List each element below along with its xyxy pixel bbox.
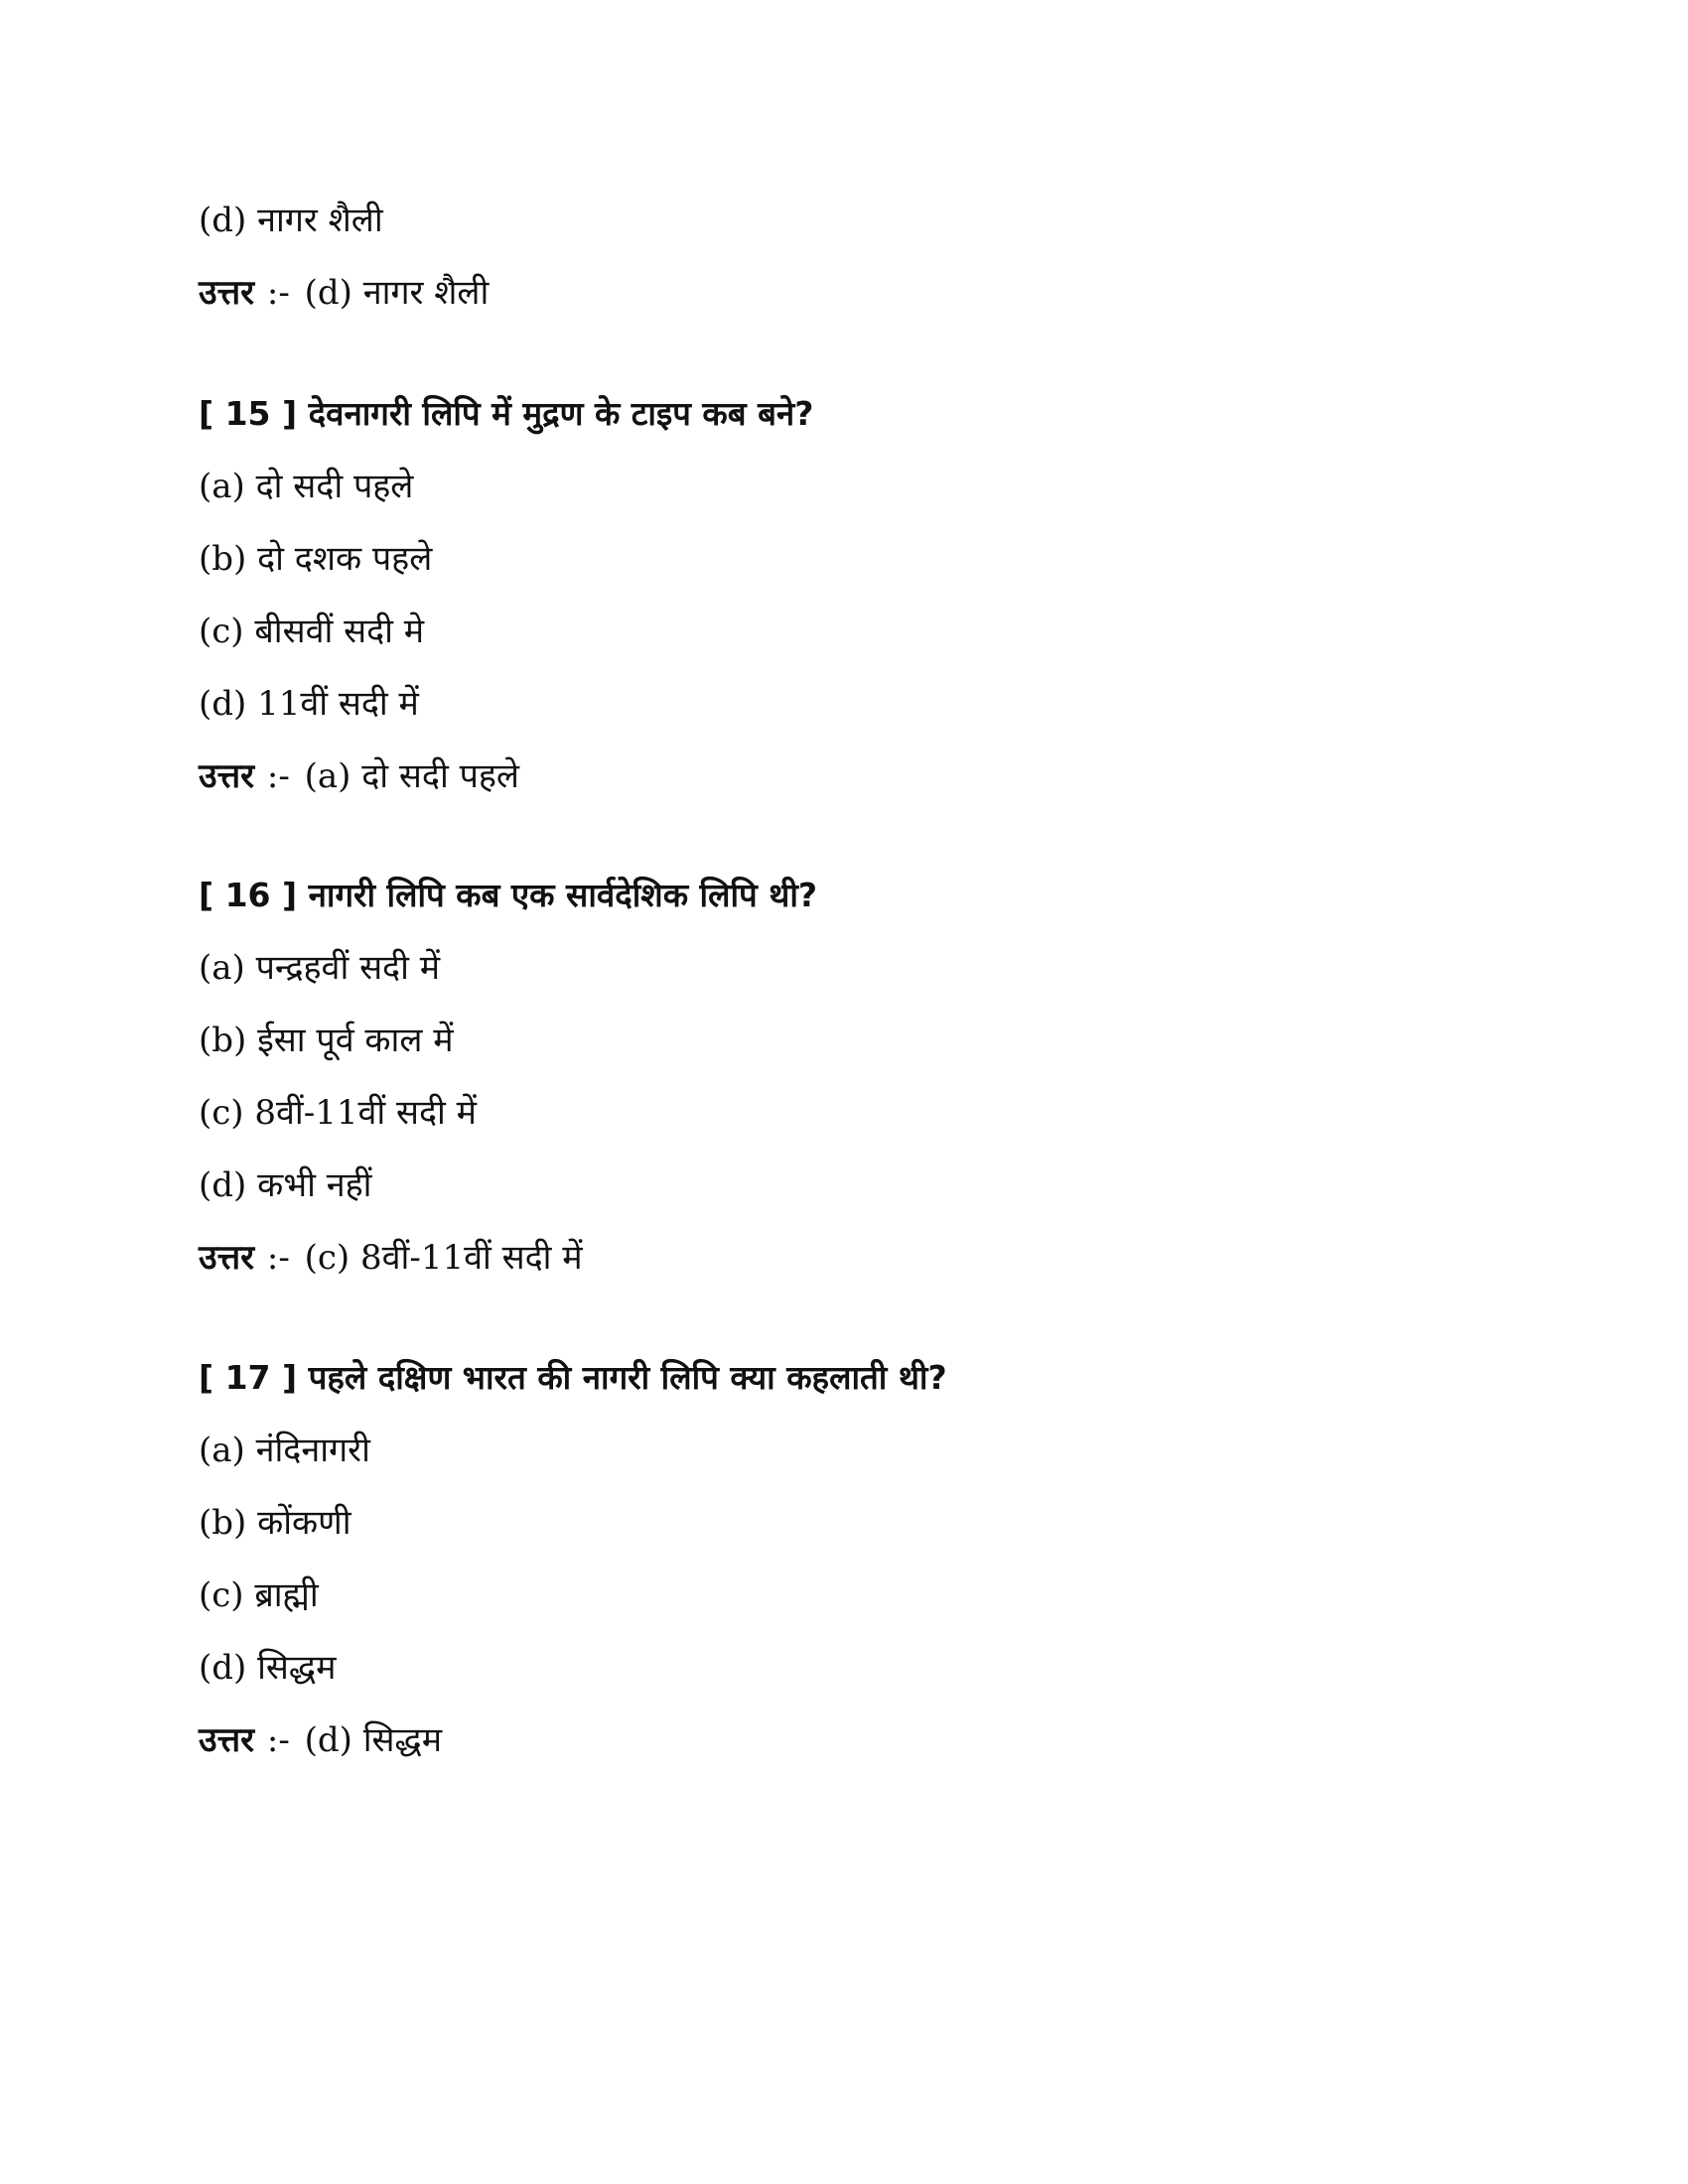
option-b bbox=[199, 537, 432, 581]
option-text: ईसा पूर्व काल में bbox=[257, 1021, 454, 1060]
option-c bbox=[199, 610, 424, 653]
option-a bbox=[199, 1429, 370, 1472]
question-number: [ 17 ] bbox=[199, 1358, 298, 1397]
option-text: सिद्धम bbox=[257, 1648, 337, 1688]
option-d bbox=[199, 682, 419, 726]
question-number: [ 16 ] bbox=[199, 876, 298, 914]
answer-text: दो सदी पहले bbox=[361, 756, 519, 796]
question-text: नागरी लिपि कब एक सार्वदेशिक लिपि थी? bbox=[308, 876, 818, 914]
option-c bbox=[199, 1573, 319, 1617]
question-16-heading bbox=[199, 874, 817, 917]
option-key: (b) bbox=[199, 539, 247, 579]
option-key: (a) bbox=[199, 1431, 245, 1470]
option-a bbox=[199, 465, 413, 508]
question-text: पहले दक्षिण भारत की नागरी लिपि क्या कहलाती थी? bbox=[308, 1358, 947, 1397]
question-17-heading bbox=[199, 1356, 947, 1400]
answer-label: उत्तर bbox=[199, 273, 255, 313]
answer-text: सिद्धम bbox=[362, 1720, 443, 1760]
answer-line bbox=[199, 1236, 583, 1280]
option-key: (a) bbox=[199, 467, 245, 506]
option-key: (c) bbox=[199, 1093, 244, 1133]
answer-separator: :- bbox=[266, 1238, 290, 1278]
answer-separator: :- bbox=[266, 756, 290, 796]
option-key: (c) bbox=[199, 612, 244, 651]
option-a bbox=[199, 946, 440, 990]
option-text: नंदिनागरी bbox=[255, 1431, 370, 1470]
answer-line bbox=[199, 1718, 442, 1762]
option-text: बीसवीं सदी मे bbox=[254, 612, 425, 651]
option-text: कभी नहीं bbox=[257, 1165, 372, 1205]
question-text: देवनागरी लिपि में मुद्रण के टाइप कब बने? bbox=[308, 394, 814, 433]
option-text: कोंकणी bbox=[257, 1503, 352, 1543]
answer-key: (c) bbox=[304, 1238, 351, 1278]
option-key: (b) bbox=[199, 1021, 247, 1060]
question-15-heading bbox=[199, 392, 813, 436]
answer-key: (d) bbox=[304, 1720, 352, 1760]
option-d bbox=[199, 199, 383, 242]
option-b bbox=[199, 1501, 352, 1545]
answer-separator: :- bbox=[266, 1720, 290, 1760]
option-key: (d) bbox=[199, 201, 247, 240]
answer-label: उत्तर bbox=[199, 1720, 255, 1760]
answer-key: (d) bbox=[304, 273, 352, 313]
option-d bbox=[199, 1163, 371, 1207]
option-key: (c) bbox=[199, 1575, 244, 1615]
option-text: नागर शैली bbox=[257, 201, 383, 240]
option-key: (a) bbox=[199, 948, 245, 988]
option-c bbox=[199, 1091, 477, 1135]
answer-separator: :- bbox=[266, 273, 290, 313]
option-d bbox=[199, 1646, 336, 1690]
option-b bbox=[199, 1019, 454, 1062]
option-key: (b) bbox=[199, 1503, 247, 1543]
answer-text: नागर शैली bbox=[362, 273, 490, 313]
answer-label: उत्तर bbox=[199, 1238, 255, 1278]
option-text: दो दशक पहले bbox=[257, 539, 433, 579]
option-text: दो सदी पहले bbox=[255, 467, 414, 506]
option-key: (d) bbox=[199, 1648, 247, 1688]
option-key: (d) bbox=[199, 1165, 247, 1205]
option-key: (d) bbox=[199, 684, 247, 724]
answer-text: 8वीं-11वीं सदी में bbox=[360, 1238, 583, 1278]
answer-key: (a) bbox=[304, 756, 352, 796]
answer-label: उत्तर bbox=[199, 756, 255, 796]
option-text: पन्द्रहवीं सदी में bbox=[255, 948, 441, 988]
option-text: ब्राह्मी bbox=[254, 1575, 319, 1615]
answer-line bbox=[199, 754, 519, 798]
option-text: 11वीं सदी में bbox=[257, 684, 419, 724]
question-number: [ 15 ] bbox=[199, 394, 298, 433]
answer-line bbox=[199, 271, 489, 315]
option-text: 8वीं-11वीं सदी में bbox=[254, 1093, 477, 1133]
